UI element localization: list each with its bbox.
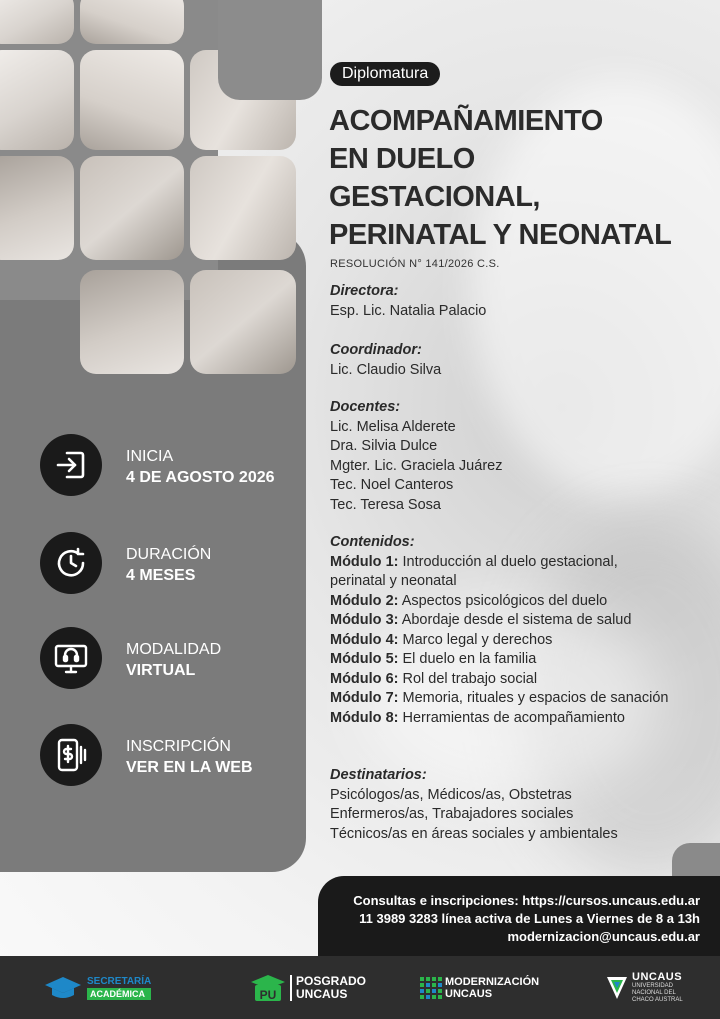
modernizacion-uncaus-logo [420,956,539,1019]
coordinador-label: Coordinador: [330,342,422,358]
photo-tile [0,156,74,260]
graduation-cap-icon [44,975,82,1001]
program-title [329,102,719,254]
feature-label: INICIA [126,448,174,465]
logo-text: SECRETARÍA [87,975,152,987]
logo-text: UNIVERSIDAD [632,983,674,989]
monitor-headset-icon [40,627,102,689]
svg-text:PU: PU [259,987,277,1002]
feature-value: VIRTUAL [126,662,196,679]
docente-name: Lic. Melisa Alderete [330,418,456,435]
photo-tile [80,270,184,374]
docente-name: Dra. Silvia Dulce [330,438,438,454]
contact-line-web[interactable]: Consultas e inscripciones: https://cursos.uncaus.edu.ar [353,893,700,908]
docentes-label: Docentes: [330,399,401,415]
directora-label: Directora: [330,283,399,299]
feature-value: VER EN LA WEB [126,759,253,776]
module-item: Módulo 4: Marco legal y derechos [330,631,553,648]
logo-text: ACADÉMICA [87,988,151,1000]
title-line: ACOMPAÑAMIENTO [329,105,603,137]
logo-text: NACIONAL DEL [632,990,676,996]
secretaria-academica-logo [44,956,151,1019]
footer-logos [0,956,720,1019]
title-line: PERINATAL Y NEONATAL [329,219,672,251]
title-line: EN DUELO [329,143,475,175]
feature-text [126,736,253,778]
contact-line-email[interactable]: modernizacion@uncaus.edu.ar [507,929,700,944]
feature-text [126,544,211,586]
module-item: Módulo 2: Aspectos psicológicos del duelo [330,592,608,609]
phone-dollar-icon [40,724,102,786]
coordinador-name: Lic. Claudio Silva [330,361,442,378]
docente-name: Mgter. Lic. Graciela Juárez [330,457,503,474]
logo-text: CHACO AUSTRAL [632,997,683,1003]
login-icon [40,434,102,496]
photo-tile [0,50,74,150]
coordinador-block [330,341,710,380]
contenidos-block [330,533,670,728]
feature-value: 4 MESES [126,567,196,584]
feature-value: 4 DE AGOSTO 2026 [126,469,275,486]
destinatarios-line: Técnicos/as en áreas sociales y ambientales [330,825,618,842]
logo-text: MODERNIZACIÓN [445,975,540,988]
destinatarios-line: Psicólogos/as, Médicos/as, Obstetras [330,786,572,803]
module-item: Módulo 7: Memoria, rituales y espacios de sanación [330,690,669,706]
graduation-cap-icon [250,973,286,1003]
feature-label: DURACIÓN [126,546,212,563]
directora-name: Esp. Lic. Natalia Palacio [330,302,487,319]
module-item: Módulo 6: Rol del trabajo social [330,670,538,687]
pixel-grid-icon [420,977,442,999]
photo-tile [0,0,74,44]
logo-text: UNCAUS [632,971,683,983]
diplomatura-tag: Diplomatura [330,62,440,86]
photo-tile [80,156,184,260]
dark-accent-tile [218,0,322,100]
docente-name: Tec. Teresa Sosa [330,496,441,513]
posgrado-uncaus-logo [250,956,366,1019]
resolution-number: RESOLUCIÓN N° 141/2026 C.S. [330,258,500,270]
contact-box [318,876,720,956]
destinatarios-line: Enfermeros/as, Trabajadores sociales [330,806,574,822]
feature-text [126,639,221,681]
logo-text: UNCAUS [445,987,493,1000]
photo-tile [80,50,184,150]
uncaus-logo [606,956,683,1019]
title-line: GESTACIONAL, [329,181,540,213]
module-item: Módulo 5: El duelo en la familia [330,651,537,667]
photo-tile [190,270,296,374]
logo-text: UNCAUS [296,986,348,1001]
photo-tile [190,156,296,260]
destinatarios-block [330,766,710,844]
docente-name: Tec. Noel Canteros [330,477,454,493]
feature-text [126,446,275,488]
module-item: Módulo 8: Herramientas de acompañamiento [330,709,625,726]
docentes-block [330,398,710,515]
feature-label: MODALIDAD [126,641,222,658]
contenidos-label: Contenidos: [330,534,415,550]
clock-icon [40,532,102,594]
photo-tile [80,0,184,44]
uncaus-emblem-icon [606,975,628,1001]
directora-block [330,282,710,321]
contact-line-phone: 11 3989 3283 línea activa de Lunes a Viernes de 8 a 13h [359,911,700,926]
module-item: Módulo 3: Abordaje desde el sistema de salud [330,612,632,628]
destinatarios-label: Destinatarios: [330,767,427,783]
logo-text: POSGRADO [296,973,367,988]
module-item: Módulo 1: Introducción al duelo gestacional, perinatal y neonatal [330,553,618,589]
feature-label: INSCRIPCIÓN [126,738,231,755]
